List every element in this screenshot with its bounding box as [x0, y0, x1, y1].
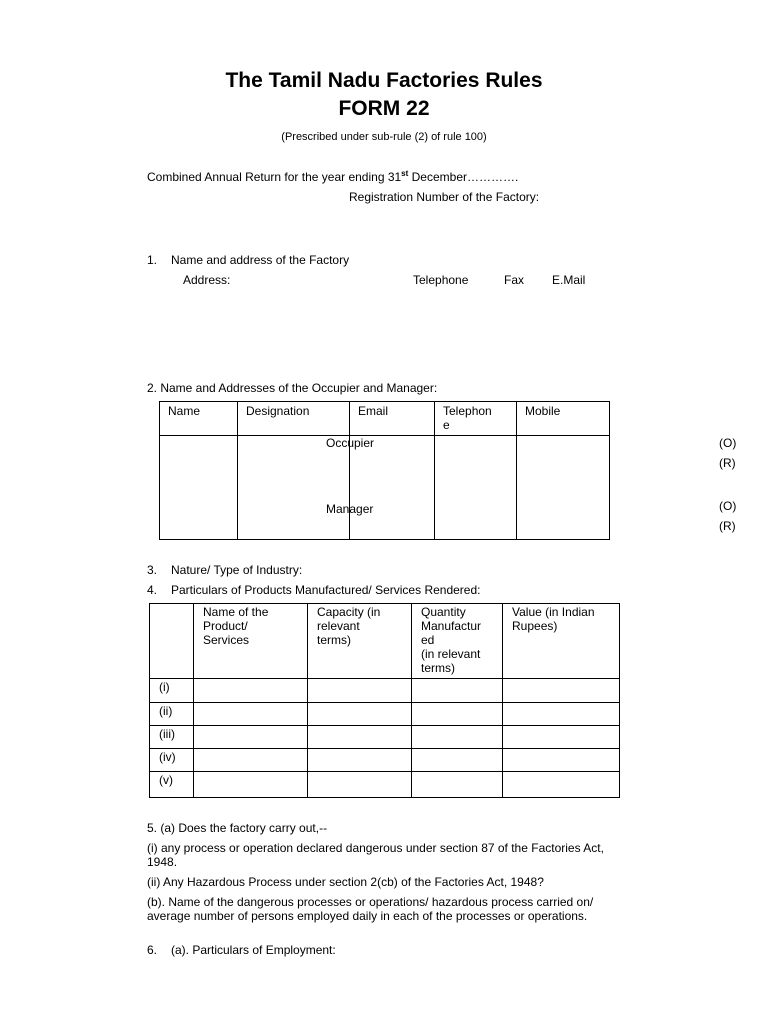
table-header-row	[150, 604, 620, 679]
email-label: E.Mail	[552, 273, 586, 287]
header-quantity: Quantity Manufactur ed (in relevant terms)	[412, 604, 503, 679]
manager-office-tel: (O)	[719, 499, 737, 513]
telephone-label: Telephone	[413, 273, 469, 287]
item5a-ii: (ii) Any Hazardous Process under section 2(cb) of the Factories Act, 1948?	[147, 875, 544, 889]
row-serial: (iii)	[150, 726, 194, 749]
item5a-question: 5. (a) Does the factory carry out,--	[147, 821, 328, 835]
header-email: Email	[350, 402, 435, 436]
occupier-office-tel: (O)	[719, 436, 737, 450]
email-cell	[350, 436, 435, 540]
header-name: Name	[160, 402, 238, 436]
name-cell	[160, 436, 238, 540]
manager-label: Manager	[326, 502, 374, 516]
table-row	[150, 679, 620, 703]
header-product: Name of the Product/ Services	[194, 604, 308, 679]
form-number: FORM 22	[338, 97, 430, 120]
occupier-label: Occupier	[326, 436, 375, 450]
header-designation: Designation	[238, 402, 350, 436]
table-row	[160, 436, 610, 540]
item3-label: Nature/ Type of Industry:	[171, 563, 303, 577]
item5b: (b). Name of the dangerous processes or operations/ hazardous process carried on/ average number of persons employed daily in each of the processes or operations.	[147, 895, 594, 923]
item4-number: 4.	[147, 583, 158, 597]
telephone-cell	[435, 436, 737, 540]
table-row	[150, 726, 620, 749]
header-telephone: Telephon e	[435, 402, 517, 436]
prescribed-note: (Prescribed under sub-rule (2) of rule 100)	[281, 131, 487, 143]
table-row	[150, 703, 620, 726]
document-title: The Tamil Nadu Factories Rules	[225, 69, 543, 92]
row-serial: (i)	[150, 679, 194, 703]
products-table	[149, 603, 620, 798]
item4-label: Particulars of Products Manufactured/ Services Rendered:	[171, 583, 481, 597]
annual-return-line	[147, 170, 518, 184]
table-row	[150, 772, 620, 798]
designation-cell	[238, 436, 375, 540]
header-capacity: Capacity (in relevant terms)	[308, 604, 412, 679]
occupier-residence-tel: (R)	[719, 456, 736, 470]
return-line-superscript: st	[401, 169, 409, 178]
row-serial: (ii)	[150, 703, 194, 726]
table-header-row	[160, 402, 610, 436]
row-serial: (iv)	[150, 749, 194, 772]
header-mobile: Mobile	[517, 402, 610, 436]
item5a-i: (i) any process or operation declared dangerous under section 87 of the Factories Act, 1948.	[147, 841, 604, 869]
row-serial: (v)	[150, 772, 194, 798]
fax-label: Fax	[504, 273, 525, 287]
registration-number-label: Registration Number of the Factory:	[349, 190, 540, 204]
item6-label: (a). Particulars of Employment:	[171, 943, 336, 957]
manager-residence-tel: (R)	[719, 519, 736, 533]
occupier-manager-table	[159, 401, 737, 540]
address-label: Address:	[183, 273, 231, 287]
item1-number: 1.	[147, 253, 158, 267]
item6-number: 6.	[147, 943, 158, 957]
item1-label: Name and address of the Factory	[171, 253, 350, 267]
header-serial	[150, 604, 194, 679]
table-row	[150, 749, 620, 772]
return-line-date: December………….	[408, 170, 519, 184]
item2-label: 2. Name and Addresses of the Occupier and Manager:	[147, 381, 438, 395]
header-value: Value (in Indian Rupees)	[503, 604, 620, 679]
return-line-text: Combined Annual Return for the year ending 31	[147, 170, 402, 184]
mobile-cell	[517, 436, 610, 540]
item3-number: 3.	[147, 563, 158, 577]
